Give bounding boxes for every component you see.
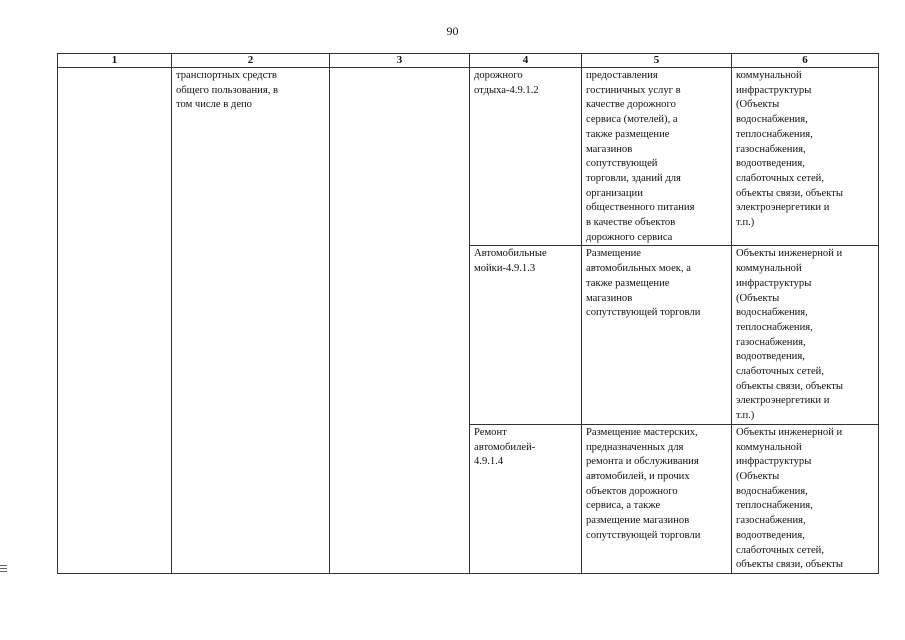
row3-description: Размещение мастерских, предназначенных для ремонта и обслуживания автомобилей, и прочих объектов дорожного сервиса, а также размещение магазинов сопутствующей торговли <box>586 426 701 541</box>
col2-text: транспортных средств общего пользования, в том числе в депо <box>176 70 279 111</box>
row3-name: Ремонт автомобилей- 4.9.1.4 <box>474 426 536 468</box>
header-col-3: 3 <box>330 54 470 68</box>
row3-description-cell <box>582 424 732 573</box>
row1-name-cell <box>470 68 582 246</box>
header-col-6: 6 <box>732 54 879 68</box>
row2-name-cell <box>470 246 582 424</box>
row3-utilities: Объекты инженерной и коммунальной инфраструктуры (Объекты водоснабжения, теплоснабжения, газоснабжения, водоотведения, слаботочных сетей, объекты связи, объекты <box>736 426 843 571</box>
land-use-table <box>57 53 879 574</box>
header-col-1: 1 <box>58 54 172 68</box>
table-row <box>58 68 879 246</box>
header-col-2: 2 <box>172 54 330 68</box>
row3-name-cell <box>470 424 582 573</box>
row2-name: Автомобильные мойки-4.9.1.3 <box>474 248 547 275</box>
row1-utilities: коммунальной инфраструктуры (Объекты водоснабжения, теплоснабжения, газоснабжения, водоотведения, слаботочных сетей, объекты связи, объекты электроэнергетики и т.п.) <box>736 70 843 229</box>
row1-description: предоставления гостиничных услуг в качестве дорожного сервиса (мотелей), а также размещение магазинов сопутствующей торговли, зданий для организации общественного питания в качестве объектов дорожного сервиса <box>586 70 695 243</box>
row1-description-cell <box>582 68 732 246</box>
row2-utilities: Объекты инженерной и коммунальной инфраструктуры (Объекты водоснабжения, теплоснабжения, газоснабжения, водоотведения, слаботочных сетей, объекты связи, объекты электроэнергетики и т.п.) <box>736 248 843 422</box>
scan-edge-marks <box>0 565 7 574</box>
row2-utilities-cell <box>732 246 879 424</box>
row2-description-cell <box>582 246 732 424</box>
page-number: 90 <box>446 24 459 38</box>
header-row <box>58 54 879 68</box>
row2-description: Размещение автомобильных моек, а также размещение магазинов сопутствующей торговли <box>586 248 701 319</box>
row1-name: дорожного отдыха-4.9.1.2 <box>474 70 539 96</box>
row1-utilities-cell <box>732 68 879 246</box>
row3-utilities-cell <box>732 424 879 573</box>
header-col-5: 5 <box>582 54 732 68</box>
col1-cell <box>58 68 172 574</box>
col2-cell <box>172 68 330 574</box>
header-col-4: 4 <box>470 54 582 68</box>
col3-cell <box>330 68 470 574</box>
